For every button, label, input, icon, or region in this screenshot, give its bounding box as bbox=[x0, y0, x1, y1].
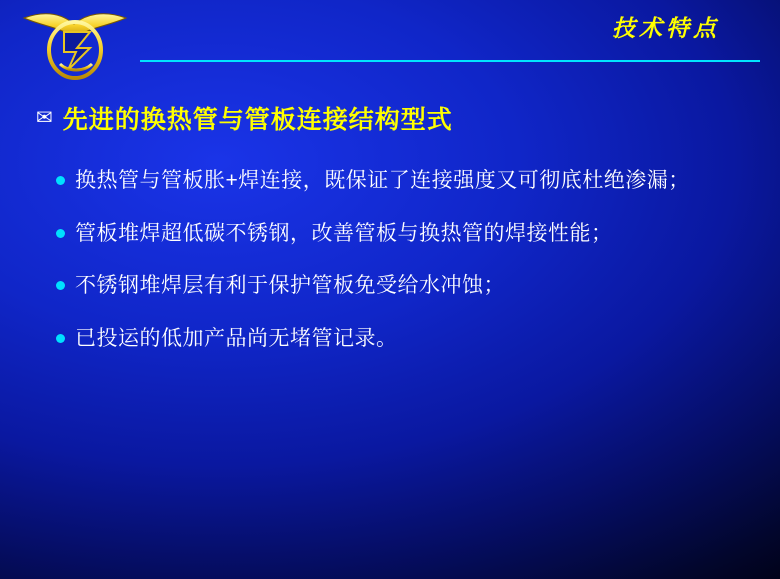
list-item-text: 不锈钢堆焊层有利于保护管板免受给水冲蚀； bbox=[75, 274, 505, 298]
header-title: 技术特点 bbox=[612, 16, 720, 41]
bullet-dot-icon bbox=[56, 281, 65, 290]
bullet-dot-icon bbox=[56, 334, 65, 343]
section-heading-text: 先进的换热管与管板连接结构型式 bbox=[62, 106, 453, 134]
list-item bbox=[56, 323, 760, 356]
section-heading bbox=[36, 100, 453, 136]
bullet-dot-icon bbox=[56, 229, 65, 238]
list-item bbox=[56, 165, 760, 198]
list-item bbox=[56, 218, 760, 251]
list-item-text: 已投运的低加产品尚无堵管记录。 bbox=[75, 326, 398, 350]
bullet-dot-icon bbox=[56, 176, 65, 185]
header-divider bbox=[140, 60, 760, 62]
list-item-text: 管板堆焊超低碳不锈钢，改善管板与换热管的焊接性能； bbox=[75, 221, 613, 245]
list-item bbox=[56, 270, 760, 303]
list-item-text: 换热管与管板胀+焊连接，既保证了连接强度又可彻底杜绝渗漏； bbox=[75, 169, 690, 192]
eagle-emblem-logo bbox=[20, 4, 132, 84]
bullet-list bbox=[56, 165, 760, 375]
envelope-marker-icon: ✉ bbox=[36, 107, 53, 129]
